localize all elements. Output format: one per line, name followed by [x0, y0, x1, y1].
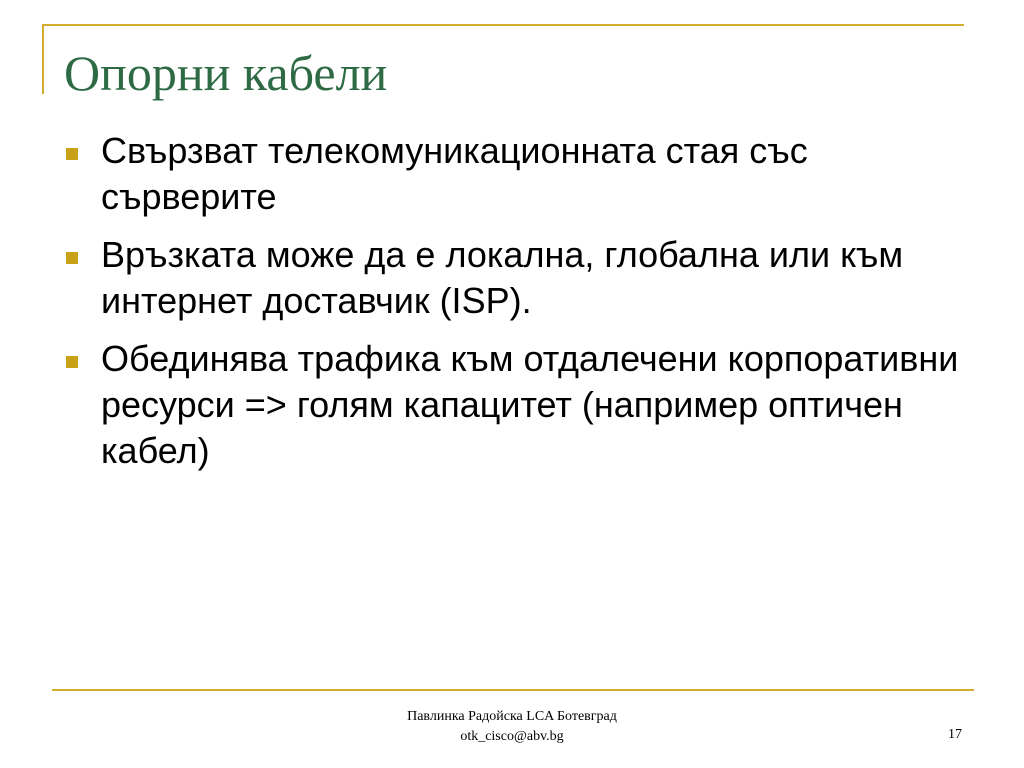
page-number: 17	[948, 727, 962, 742]
square-bullet-icon	[66, 252, 78, 264]
footer-divider	[52, 689, 974, 691]
bullet-list	[64, 128, 964, 486]
slide-title: Опорни кабели	[64, 45, 388, 101]
bullet-text: Обединява трафика към отдалечени корпоративни ресурси => голям капацитет (например оптичен кабел)	[101, 338, 959, 471]
footer-author: Павлинка Радойска LCA Ботевград	[407, 709, 617, 724]
bullet-text: Свързват телекомуникационната стая със сърверите	[101, 130, 808, 217]
bullet-item	[64, 128, 964, 220]
bullet-item	[64, 232, 964, 324]
frame-left-line	[42, 24, 44, 94]
footer-email: otk_cisco@abv.bg	[460, 729, 564, 744]
square-bullet-icon	[66, 356, 78, 368]
bullet-item	[64, 336, 964, 474]
frame-top-line	[42, 24, 964, 26]
square-bullet-icon	[66, 148, 78, 160]
bullet-text: Връзката може да е локална, глобална или към интернет доставчик (ISP).	[101, 234, 904, 321]
footer-info	[312, 707, 712, 747]
